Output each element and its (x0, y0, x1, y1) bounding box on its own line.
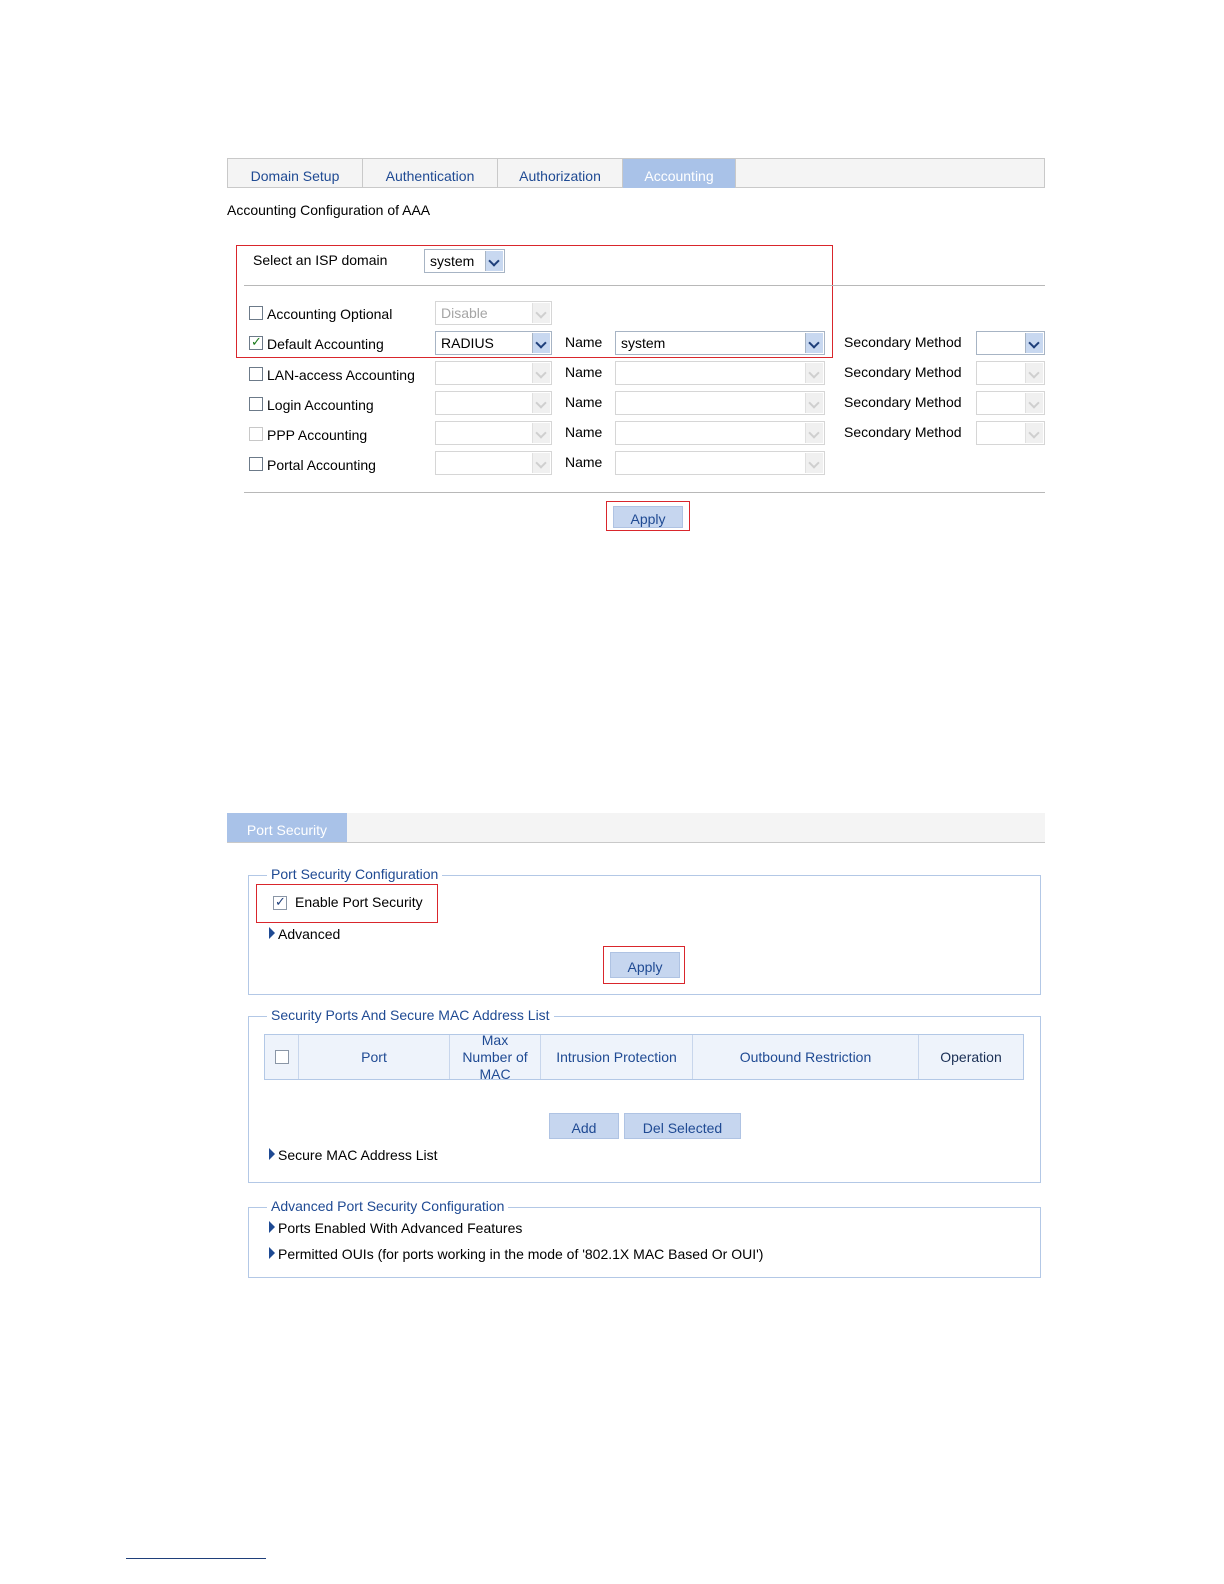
row-label: Accounting Optional (267, 306, 393, 322)
chevron-down-icon (805, 423, 823, 443)
secondary-select-lan[interactable] (976, 361, 1045, 385)
method-select-ppp[interactable] (435, 421, 552, 445)
tab-authentication[interactable]: Authentication (363, 159, 498, 188)
name-label: Name (565, 334, 603, 350)
secondary-select-default[interactable] (976, 331, 1045, 355)
isp-domain-value: system (430, 253, 475, 269)
apply-button[interactable]: Apply (610, 952, 680, 978)
chevron-down-icon (532, 333, 550, 353)
triangle-right-icon (269, 1148, 275, 1160)
chevron-down-icon (1025, 333, 1043, 353)
checkbox-lan-access-accounting[interactable] (249, 367, 263, 381)
fieldset-legend: Advanced Port Security Configuration (267, 1198, 508, 1214)
row-label: Default Accounting (267, 336, 384, 352)
method-select-lan[interactable] (435, 361, 552, 385)
chevron-down-icon (805, 393, 823, 413)
chevron-down-icon (805, 453, 823, 473)
chevron-down-icon (532, 363, 550, 383)
aaa-tab-bar (227, 158, 1045, 188)
divider (244, 285, 1045, 286)
method-select-portal[interactable] (435, 451, 552, 475)
permitted-ouis-link[interactable]: Permitted OUIs (for ports working in the mode of '802.1X MAC Based Or OUI') (278, 1246, 764, 1262)
tab-authorization[interactable]: Authorization (498, 159, 623, 188)
secondary-method-label: Secondary Method (844, 424, 962, 440)
name-label: Name (565, 394, 603, 410)
secure-mac-list-link[interactable]: Secure MAC Address List (278, 1147, 438, 1163)
advanced-config-fieldset (248, 1207, 1041, 1278)
checkbox-login-accounting[interactable] (249, 397, 263, 411)
name-select-lan[interactable] (615, 361, 825, 385)
chevron-down-icon (532, 453, 550, 473)
apply-button[interactable]: Apply (613, 506, 683, 528)
fieldset-legend: Security Ports And Secure MAC Address List (267, 1007, 554, 1023)
column-intrusion-protection[interactable]: Intrusion Protection (541, 1035, 693, 1079)
divider (244, 492, 1045, 493)
chevron-down-icon (805, 363, 823, 383)
tab-domain-setup[interactable]: Domain Setup (228, 159, 363, 188)
secondary-method-label: Secondary Method (844, 334, 962, 350)
column-operation: Operation (940, 1048, 1002, 1065)
checkmark-icon: ✓ (275, 894, 286, 909)
name-select-login[interactable] (615, 391, 825, 415)
method-select-default[interactable] (435, 331, 552, 355)
fieldset-legend: Port Security Configuration (267, 866, 442, 882)
isp-domain-label: Select an ISP domain (253, 252, 388, 268)
port-security-tab-bar (227, 813, 1045, 843)
del-selected-button[interactable]: Del Selected (624, 1113, 741, 1139)
checkmark-icon: ✓ (251, 334, 262, 349)
secondary-method-label: Secondary Method (844, 394, 962, 410)
triangle-right-icon (269, 927, 275, 939)
page-title: Accounting Configuration of AAA (227, 202, 431, 218)
triangle-right-icon (269, 1247, 275, 1259)
advanced-link[interactable]: Advanced (278, 926, 341, 942)
header-cell-select (265, 1035, 299, 1079)
footnote-rule (126, 1558, 266, 1559)
column-max-mac[interactable]: Max Number of MAC (450, 1035, 541, 1079)
checkbox-ppp-accounting[interactable] (249, 427, 263, 441)
secondary-select-ppp[interactable] (976, 421, 1045, 445)
method-value: RADIUS (441, 335, 494, 351)
select-all-checkbox[interactable] (275, 1050, 289, 1064)
chevron-down-icon (1025, 393, 1043, 413)
name-label: Name (565, 454, 603, 470)
row-label: Login Accounting (267, 397, 374, 413)
chevron-down-icon (532, 393, 550, 413)
secondary-method-label: Secondary Method (844, 364, 962, 380)
triangle-right-icon (269, 1221, 275, 1233)
column-outbound-restriction[interactable]: Outbound Restriction (693, 1035, 919, 1079)
enable-port-security-label: Enable Port Security (295, 894, 423, 910)
chevron-down-icon (1025, 363, 1043, 383)
method-select-optional[interactable] (435, 301, 552, 325)
chevron-down-icon (532, 303, 550, 323)
isp-domain-select[interactable] (424, 249, 505, 273)
chevron-down-icon (485, 251, 503, 271)
chevron-down-icon (805, 333, 823, 353)
checkbox-accounting-optional[interactable] (249, 306, 263, 320)
chevron-down-icon (532, 423, 550, 443)
secondary-select-login[interactable] (976, 391, 1045, 415)
name-label: Name (565, 364, 603, 380)
name-select-portal[interactable] (615, 451, 825, 475)
add-button[interactable]: Add (549, 1113, 619, 1139)
table-header (264, 1031, 1024, 1082)
enable-port-security-checkbox[interactable] (273, 896, 287, 910)
name-select-default[interactable] (615, 331, 825, 355)
column-port[interactable]: Port (299, 1035, 450, 1079)
row-label: PPP Accounting (267, 427, 368, 443)
tab-port-security[interactable]: Port Security (227, 813, 347, 842)
checkbox-portal-accounting[interactable] (249, 457, 263, 471)
row-label: Portal Accounting (267, 457, 376, 473)
method-value: Disable (441, 305, 488, 321)
name-select-ppp[interactable] (615, 421, 825, 445)
chevron-down-icon (1025, 423, 1043, 443)
name-value: system (621, 335, 666, 351)
checkbox-default-accounting[interactable] (249, 336, 263, 350)
tab-accounting[interactable]: Accounting (623, 159, 736, 188)
method-select-login[interactable] (435, 391, 552, 415)
row-label: LAN-access Accounting (267, 367, 415, 383)
ports-advanced-features-link[interactable]: Ports Enabled With Advanced Features (278, 1220, 523, 1236)
name-label: Name (565, 424, 603, 440)
